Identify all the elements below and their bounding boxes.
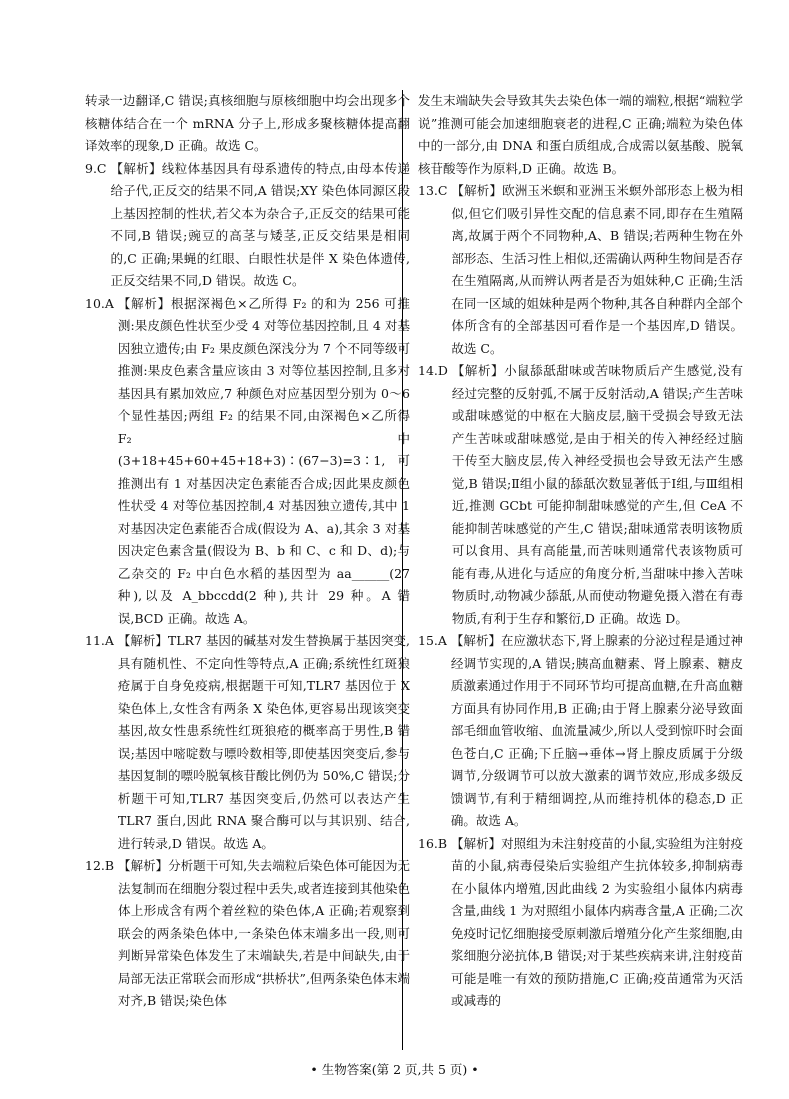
page-footer: • 生物答案(第 2 页,共 5 页) • (310, 1062, 479, 1077)
answer-item-14 (418, 360, 743, 630)
answer-item-15 (418, 630, 743, 833)
answer-explanation: 【解析】根据深褐色×乙所得 F₂ 的和为 256 可推测:果皮颜色性状至少受 4 对等位基因控制,且 4 对基因独立遗传;由 F₂ 果皮颜色深浅分为 7 个不同等级可推测:果皮色素含量应该由 3 对等位基因控制,且多对基因具有累加效应,7 种颜色对应基因型分别为 0～6 个显性基因;两组 F₂ 的结果不同,由深褐色×乙所得 F₂ 中(3+18+45+60+45+18+3)∶(67−3)=3∶1,可推测出有 1 对基因决定色素能否合成;因此果皮颜色性状受 4 对等位基因控制,4 对基因独立遗传,其中 1 对基因决定色素能否合成(假设为 A、a),其余 3 对基因决定色素含量(假设为 B、b 和 C、c 和 D、d);与乙杂交的 F₂ 中白色水稻的基因型为 aa______(27 种),以及 A_bbccdd(2 种),共计 29 种。A 错误,BCD 正确。故选 A。 (117, 295, 410, 626)
answer-explanation: 【解析】欧洲玉米螟和亚洲玉米螟外部形态上极为相似,但它们吸引异性交配的信息素不同,即存在生殖隔离,故属于两个不同物种,A、B 错误;若两种生物在外部形态、生活习性上相似,还需确认两种生物间是否存在生殖隔离,从而辨认两者是否为姐妹种,C 正确;生活在同一区域的姐妹种是两个物种,其各自种群内全部个体所含有的全部基因可看作是一个基因库,D 错误。故选 C。 (451, 183, 743, 356)
answer-explanation: 【解析】小鼠舔舐甜味或苦味物质后产生感觉,没有经过完整的反射弧,不属于反射活动,A 错误;产生苦味或甜味感觉的中枢在大脑皮层,脑干受损会导致无法产生苦味或甜味感觉,是由于相关的传入神经经过脑干传至大脑皮层,传入神经受损也会导致无法产生感觉,B 错误;Ⅱ组小鼠的舔舐次数显著低于Ⅰ组,与Ⅲ组相近,推测 GCbt 可能抑制甜味感觉的产生,但 CeA 不能抑制苦味感觉的产生,C 错误;甜味通常表明该物质可以食用、具有高能量,而苦味则通常代表该物质可能有毒,从进化与适应的角度分析,当甜味中掺入苦味物质时,动物减少舔舐,从而使动物避免摄入潜在有毒物质,有利于生存和繁衍,D 正确。故选 D。 (451, 363, 743, 626)
answer-explanation: 【解析】TLR7 基因的碱基对发生替换属于基因突变,具有随机性、不定向性等特点,A 正确;系统性红斑狼疮属于自身免疫病,根据题干可知,TLR7 基因位于 X 染色体上,女性含有两条 X 染色体,更容易出现该突变基因,故女性患系统性红斑狼疮的概率高于男性,B 错误;基因中嘧啶数与嘌呤数相等,即使基因突变后,参与基因复制的嘌呤脱氧核苷酸比例仍为 50%,C 错误;分析题干可知,TLR7 基因突变后,仍然可以表达产生 TLR7 蛋白,因此 RNA 聚合酶可以与其识别、结合,进行转录,D 错误。故选 A。 (117, 633, 410, 851)
answer-number: 9.C (85, 160, 111, 176)
left-intro-paragraph: 转录一边翻译,C 错误;真核细胞与原核细胞中均会出现多个核糖体结合在一个 mRNA 分子上,形成多聚核糖体提高翻译效率的现象,D 正确。故选 C。 (85, 93, 410, 153)
answer-explanation: 【解析】线粒体基因具有母系遗传的特点,由母本传递给子代,正反交的结果不同,A 错误;XY 染色体同源区段上基因控制的性状,若父本为杂合子,正反交的结果可能不同,B 错误;豌豆的高茎与矮茎,正反交结果是相同的,C 正确;果蝇的红眼、白眼性状是伴 X 染色体遗传,正反交结果不同,D 错误。故选 C。 (110, 160, 410, 288)
answer-item-13 (418, 180, 743, 360)
answer-explanation: 【解析】对照组为未注射疫苗的小鼠,实验组为注射疫苗的小鼠,病毒侵染后实验组产生抗体较多,抑制病毒在小鼠体内增殖,因此曲线 2 为实验组小鼠体内病毒含量,曲线 1 为对照组小鼠体内病毒含量,A 正确;二次免疫时记忆细胞接受原刺激后增殖分化产生浆细胞,由浆细胞分泌抗体,B 错误;对于某些疾病来讲,注射疫苗可能是唯一有效的预防措施,C 正确;疫苗通常为灭活或减毒的 (451, 835, 743, 1008)
answer-item-11 (85, 630, 410, 855)
answer-number: 14.D (418, 363, 452, 378)
left-column (85, 90, 410, 1013)
answer-explanation: 【解析】在应激状态下,肾上腺素的分泌过程是通过神经调节实现的,A 错误;胰高血糖素、肾上腺素、糖皮质激素通过作用于不同环节均可提高血糖,在升高血糖方面具有协同作用,B 正确;由于肾上腺素分泌导致面部毛细血管收缩、血流量减少,所以人受到惊吓时会面色苍白,C 正确;下丘脑→垂体→肾上腺皮质属于分级调节,分级调节可以放大激素的调节效应,形成多级反馈调节,有利于精细调控,从而维持机体的稳态,D 正确。故选 A。 (450, 633, 743, 828)
answer-number: 10.A (85, 295, 118, 311)
answer-number: 13.C (418, 183, 452, 198)
right-column (418, 90, 743, 1013)
answer-explanation: 【解析】分析题干可知,失去端粒后染色体可能因为无法复制而在细胞分裂过程中丢失,或者连接到其他染色体上形成含有两个着丝粒的染色体,A 正确;若观察到联会的两条染色体中,一条染色体末端多出一段,则可判断异常染色体发生了末端缺失,若是中间缺失,由于局部无法正常联会而形成“拱桥状”,但两条染色体末端对齐,B 错误;染色体 (118, 858, 410, 1008)
answer-number: 12.B (85, 858, 119, 873)
answer-number: 11.A (85, 633, 118, 648)
answer-number: 16.B (418, 835, 452, 851)
answer-item-16 (418, 833, 743, 1013)
answer-number: 15.A (418, 633, 451, 648)
answer-item-10 (85, 293, 410, 631)
answer-item-9 (85, 158, 410, 293)
answer-item-12 (85, 855, 410, 1013)
right-intro-paragraph: 发生末端缺失会导致其失去染色体一端的端粒,根据“端粒学说”推测可能会加速细胞衰老的进程,C 正确;端粒为染色体中的一部分,由 DNA 和蛋白质组成,合成需以氨基酸、脱氧核苷酸等作为原料,D 正确。故选 B。 (418, 93, 743, 176)
